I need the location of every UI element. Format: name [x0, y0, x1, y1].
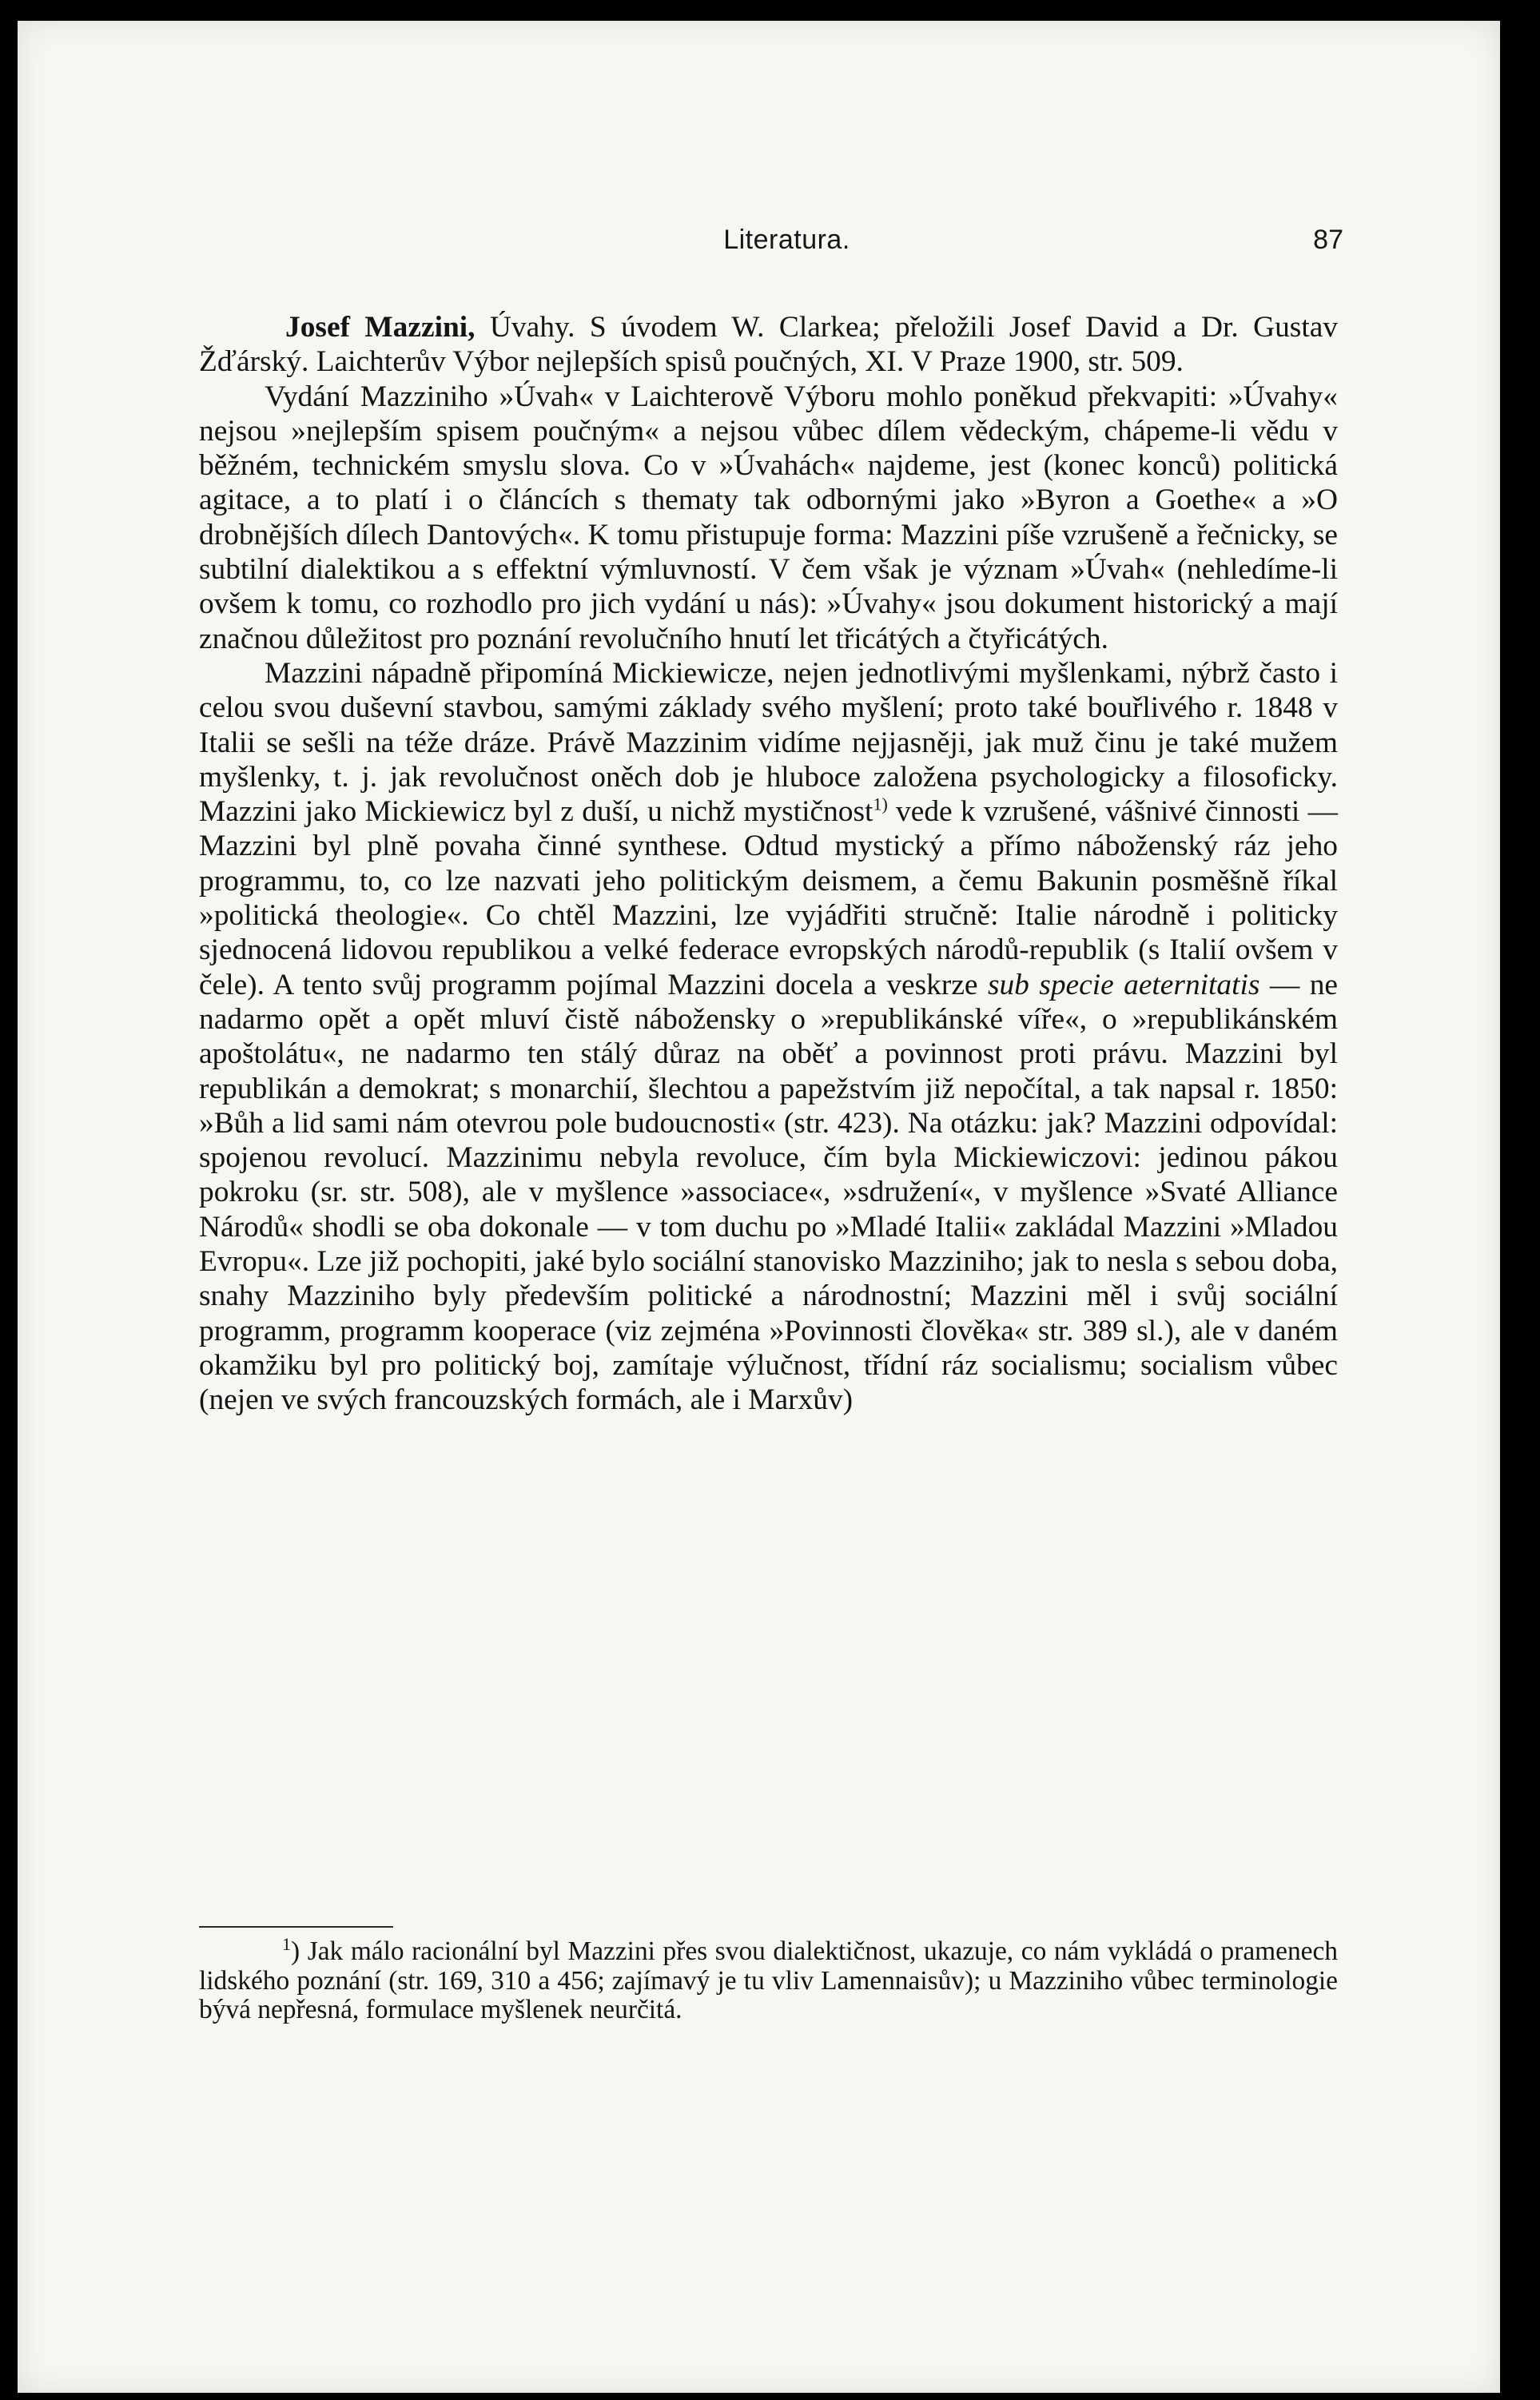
- page-header: [18, 225, 1500, 265]
- paragraph-2: [199, 656, 1338, 1418]
- paragraph-2-part-1: Mazzini nápadně připomíná Mickiewicze, nejen jednotlivými myšlenkami, nýbrž často i celou svou duševní stavbou, samými základy svého myšlení; proto také bouřlivého r. 1848 v Italii se sešli na téže dráze. Právě Mazzinim vidíme nejjasněji, jak muž činu je také mužem myšlenky, t. j. jak revolučnost oněch dob je hluboce založena psychologicky a filosoficky. Mazzini jako Mickiewicz byl z duší, u nichž mystičnost: [199, 656, 1338, 829]
- reviewed-author: Josef Mazzini,: [285, 311, 476, 344]
- footnote-marker: 1: [282, 1933, 291, 1954]
- footnote-body: ) Jak málo racionální byl Mazzini přes svou dialektičnost, ukazuje, co nám vykládá o pramenech lidského poznání (str. 169, 310 a 456; zajímavý je tu vliv Lamennaisův); u Mazziniho vůbec terminologie bývá nepřesná, formulace myšlenek neurčitá.: [199, 1936, 1338, 2025]
- review-entry: [199, 310, 1338, 380]
- running-title: Literatura.: [723, 225, 850, 255]
- footnote-divider: [199, 1926, 393, 1928]
- main-text: [199, 310, 1338, 1418]
- paragraph-1: Vydání Mazziniho »Úvah« v Laichterově Výboru mohlo poněkud překvapiti: »Úvahy« nejsou »nejlepším spisem poučným« a nejsou vůbec dílem vědeckým, chápeme-li vědu v běžném, technickém smyslu slova. Co v »Úvahách« najdeme, jest (konec konců) politická agitace, a to platí i o článcích s thematy tak odbornými jako »Byron a Goethe« a »O drobnějších dílech Dantových«. K tomu přistupuje forma: Mazzini píše vzrušeně a řečnicky, se subtilní dialektikou a s effektní výmluvností. V čem však je význam »Úvah« (nehledíme-li ovšem k tomu, co rozhodlo pro jich vydání u nás): »Úvahy« jsou dokument historický a mají značnou důležitost pro poznání revolučního hnutí let třicátých a čtyřicátých.: [199, 380, 1338, 655]
- footnote-text: [199, 1933, 1338, 2025]
- book-page: [18, 21, 1500, 2393]
- footnote-reference: 1): [873, 794, 888, 814]
- page-number: 87: [1313, 225, 1343, 255]
- paragraph-2-part-2: vede k vzrušené, vášnivé činnosti — Mazzini byl plně povaha činné synthese. Odtud mystický a přímo náboženský ráz jeho programmu, to, co lze nazvati jeho politickým deismem, a čemu Bakunin posměšně říkal »politická theologie«. Co chtěl Mazzini, lze vyjádřiti stručně: Italie národně i politicky sjednocená lidovou republikou a velké federace evropských národů-republik (s Italií ovšem v čele). A tento svůj programm pojímal Mazzini docela a veskrze: [199, 795, 1339, 1001]
- reviewed-title-details: Úvahy. S úvodem W. Clarkea; přeložili Josef David a Dr. Gustav Žďárský. Laichterův Výbor nejlepších spisů poučných, XI. V Praze 1900, str. 509.: [199, 311, 1339, 379]
- latin-phrase: sub specie aeternitatis: [987, 968, 1260, 1001]
- footnote: [199, 1933, 1338, 2025]
- paragraph-2-part-3: — ne nadarmo opět a opět mluví čistě nábožensky o »republikánské víře«, o »republikánském apoštolátu«, ne nadarmo ten stálý důraz na oběť a povinnost proti právu. Mazzini byl republikán a demokrat; s monarchií, šlechtou a papežstvím již nepočítal, a tak napsal r. 1850: »Bůh a lid sami nám otevrou pole budoucnosti« (str. 423). Na otázku: jak? Mazzini odpovídal: spojenou revolucí. Mazzinimu nebyla revoluce, čím byla Mickiewiczovi: jedinou pákou pokroku (sr. str. 508), ale v myšlence »associace«, »sdružení«, v myšlence »Svaté Alliance Národů« shodli se oba dokonale — v tom duchu po »Mladé Italii« zakládal Mazzini »Mladou Evropu«. Lze již pochopiti, jaké bylo sociální stanovisko Mazziniho; jak to nesla s sebou doba, snahy Mazziniho byly především politické a národnostní; Mazzini měl i svůj sociální programm, programm kooperace (viz zejména »Povinnosti člověka« str. 389 sl.), ale v daném okamžiku byl pro politický boj, zamítaje výlučnost, třídní ráz socialismu; socialism vůbec (nejen ve svých francouzských formách, ale i Marxův): [199, 968, 1338, 1417]
